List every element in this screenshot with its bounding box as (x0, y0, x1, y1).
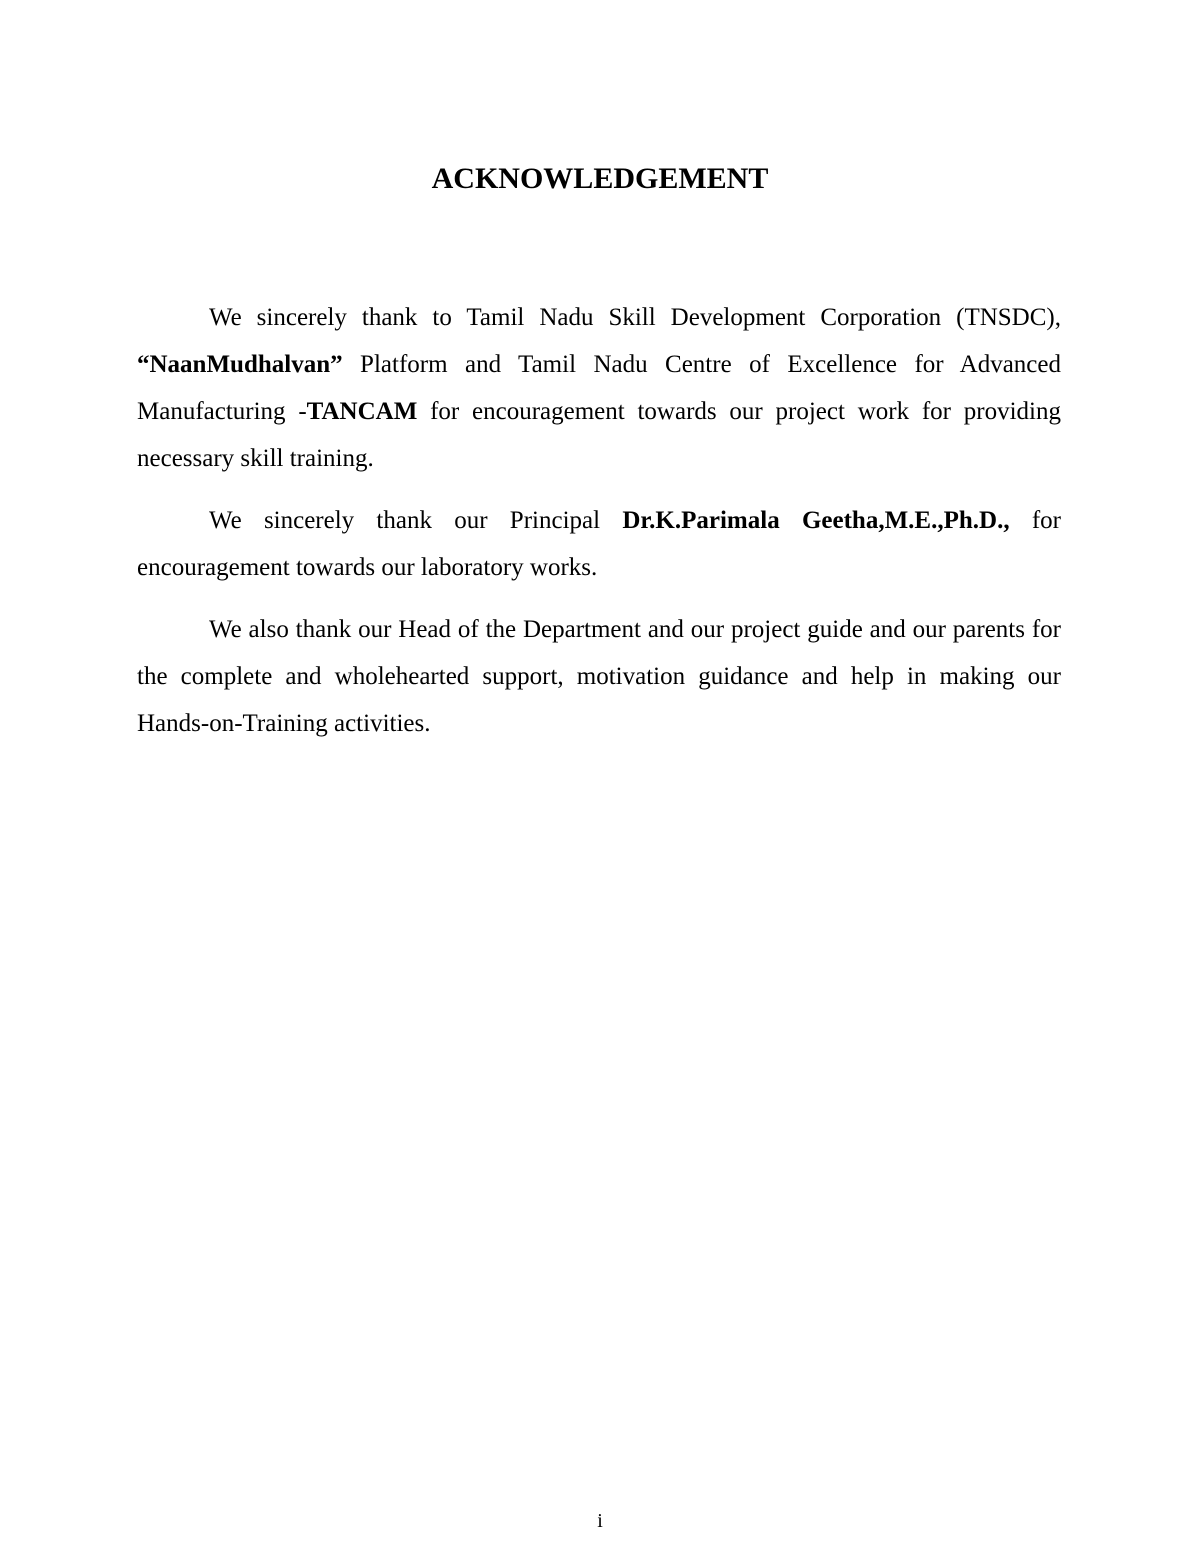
paragraph-tnsdc (137, 294, 1061, 482)
text-segment: We sincerely thank our Principal (209, 507, 623, 534)
text-segment: We sincerely thank to Tamil Nadu Skill Development Corporation (TNSDC), (209, 304, 1061, 331)
text-segment: for encouragement towards our laboratory works. (137, 507, 1061, 581)
page-number: i (597, 1510, 603, 1532)
bold-text-principal-name: Dr.K.Parimala Geetha,M.E.,Ph.D., (622, 507, 1010, 534)
bold-text-naanmudhalvan: “NaanMudhalvan” (137, 351, 343, 378)
paragraph-principal (137, 497, 1061, 591)
acknowledgement-body (137, 294, 1061, 762)
page-title: ACKNOWLEDGEMENT (431, 162, 769, 195)
text-segment: Platform and Tamil Nadu Centre of Excellence for Advanced Manufacturing - (137, 351, 1061, 425)
text-segment: We also thank our Head of the Department and our project guide and our parents for the complete and wholehearted support, motivation guidance and help in making our Hands-on-Training activities. (137, 616, 1061, 737)
paragraph-department (137, 606, 1061, 747)
text-segment: for encouragement towards our project work for providing necessary skill training. (137, 398, 1062, 472)
bold-text-tancam: TANCAM (306, 398, 418, 425)
